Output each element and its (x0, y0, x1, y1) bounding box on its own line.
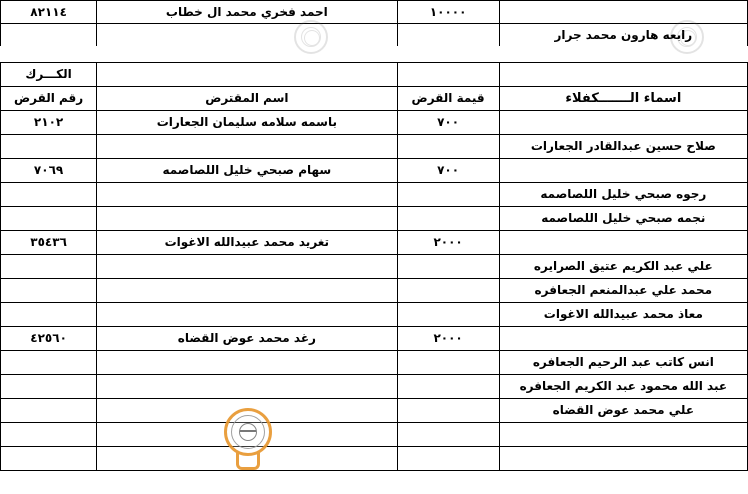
cell-loan-number: ٤٢٥٦٠ (1, 327, 97, 351)
cell-borrower-name (97, 207, 397, 231)
cell-borrower-name: باسمه سلامه سليمان الجعارات (97, 111, 397, 135)
cell-borrower-name (97, 423, 397, 447)
top-fragment-table (0, 0, 748, 47)
cell-guarantor-name: رجوه صبحي خليل اللصاصمه (499, 183, 747, 207)
cell-loan-amount (397, 351, 499, 375)
table-row (1, 279, 748, 303)
header-guarantors: اسماء الـــــــكفلاء (499, 87, 747, 111)
cell-loan-amount (397, 183, 499, 207)
cell-loan-number (1, 423, 97, 447)
cell-guarantor-name (499, 231, 747, 255)
table-header-row (1, 87, 748, 111)
cell-guarantor-name: صلاح حسين عبدالقادر الجعارات (499, 135, 747, 159)
table-row (1, 231, 748, 255)
cell-guarantor-name: رابعه هارون محمد جرار (499, 24, 747, 47)
cell-loan-amount (397, 24, 499, 47)
cell-guarantor-name (499, 447, 747, 471)
cell-loan-amount: ٧٠٠ (397, 111, 499, 135)
cell-guarantor-name: انس كاتب عبد الرحيم الجعافره (499, 351, 747, 375)
cell-loan-amount: ٢٠٠٠ (397, 327, 499, 351)
table-row (1, 327, 748, 351)
table-row (1, 255, 748, 279)
header-borrower: اسم المقترض (97, 87, 397, 111)
title-spacer-amount (397, 63, 499, 87)
cell-borrower-name: سهام صبحي خليل اللصاصمه (97, 159, 397, 183)
cell-loan-number (1, 399, 97, 423)
cell-loan-number (1, 375, 97, 399)
cell-loan-amount (397, 447, 499, 471)
table-row (1, 447, 748, 471)
section-title: الكـــرك (1, 63, 97, 87)
cell-loan-amount: ٢٠٠٠ (397, 231, 499, 255)
cell-guarantor-name (499, 159, 747, 183)
cell-loan-number (1, 351, 97, 375)
header-amount: قيمة القرض (397, 87, 499, 111)
cell-guarantor-name: علي محمد عوض القضاه (499, 399, 747, 423)
cell-guarantor-name (499, 111, 747, 135)
cell-borrower-name (97, 255, 397, 279)
cell-loan-amount (397, 207, 499, 231)
cell-loan-number (1, 255, 97, 279)
cell-borrower-name (97, 135, 397, 159)
cell-borrower-name (97, 279, 397, 303)
cell-guarantor-name (499, 327, 747, 351)
table-separator (0, 46, 748, 62)
cell-borrower-name (97, 351, 397, 375)
table-row (1, 24, 748, 47)
cell-loan-amount (397, 135, 499, 159)
cell-borrower-name (97, 24, 397, 47)
cell-loan-number (1, 183, 97, 207)
table-row (1, 303, 748, 327)
cell-loan-number (1, 447, 97, 471)
loans-table-body (1, 63, 748, 471)
table-row (1, 351, 748, 375)
table-row (1, 399, 748, 423)
cell-guarantor-name (499, 1, 747, 24)
cell-guarantor-name: محمد علي عبدالمنعم الجعافره (499, 279, 747, 303)
cell-loan-number (1, 24, 97, 47)
cell-borrower-name (97, 399, 397, 423)
cell-loan-amount (397, 255, 499, 279)
cell-borrower-name (97, 183, 397, 207)
cell-loan-number (1, 279, 97, 303)
cell-loan-number (1, 135, 97, 159)
cell-loan-amount: ٧٠٠ (397, 159, 499, 183)
cell-borrower-name: احمد فخري محمد ال خطاب (97, 1, 397, 24)
cell-loan-amount (397, 279, 499, 303)
section-title-row (1, 63, 748, 87)
table-row (1, 183, 748, 207)
title-spacer-names (499, 63, 747, 87)
cell-guarantor-name: معاذ محمد عبيدالله الاغوات (499, 303, 747, 327)
cell-loan-amount: ١٠٠٠٠ (397, 1, 499, 24)
table-row (1, 135, 748, 159)
table-row (1, 423, 748, 447)
cell-borrower-name: رغد محمد عوض القضاه (97, 327, 397, 351)
cell-borrower-name (97, 375, 397, 399)
cell-guarantor-name: نجمه صبحي خليل اللصاصمه (499, 207, 747, 231)
cell-guarantor-name: علي عبد الكريم عتيق الصرايره (499, 255, 747, 279)
cell-loan-number: ٧٠٦٩ (1, 159, 97, 183)
table-row (1, 1, 748, 24)
cell-loan-number: ٣٥٤٣٦ (1, 231, 97, 255)
cell-borrower-name: تغريد محمد عبيدالله الاغوات (97, 231, 397, 255)
table-row (1, 207, 748, 231)
cell-guarantor-name: عبد الله محمود عبد الكريم الجعافره (499, 375, 747, 399)
title-spacer-borrower (97, 63, 397, 87)
cell-borrower-name (97, 447, 397, 471)
table-row (1, 111, 748, 135)
cell-borrower-name (97, 303, 397, 327)
cell-guarantor-name (499, 423, 747, 447)
cell-loan-amount (397, 399, 499, 423)
header-loan-number: رقم القرض (1, 87, 97, 111)
table-row (1, 159, 748, 183)
cell-loan-number: ٢١٠٢ (1, 111, 97, 135)
loans-table (0, 62, 748, 471)
cell-loan-number (1, 207, 97, 231)
cell-loan-amount (397, 303, 499, 327)
cell-loan-number (1, 303, 97, 327)
cell-loan-amount (397, 375, 499, 399)
cell-loan-number: ٨٢١١٤ (1, 1, 97, 24)
table-row (1, 375, 748, 399)
cell-loan-amount (397, 423, 499, 447)
top-fragment-body (1, 1, 748, 47)
